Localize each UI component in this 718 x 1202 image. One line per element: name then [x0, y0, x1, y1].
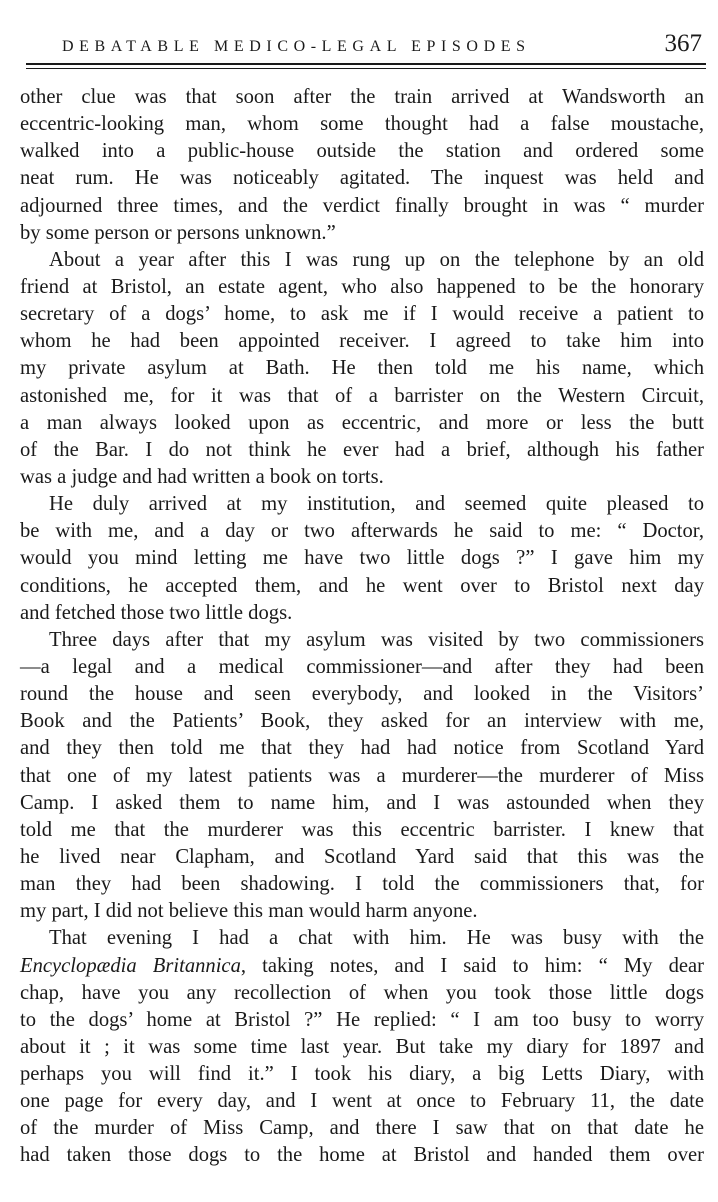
text-line: my part, I did not believe this man would harm anyone. [20, 900, 478, 923]
text-line: Book and the Patients’ Book, they asked for an interview with me, [20, 710, 704, 733]
text-line: of the Bar. I do not think he ever had a brief, although his father [20, 438, 704, 461]
running-head [26, 30, 708, 62]
text-line: chap, have you any recollection of when you took those little dogs [20, 981, 704, 1004]
text-line: whom he had been appointed receiver. I agreed to take him into [20, 330, 704, 353]
text-line: my private asylum at Bath. He then told me his name, which [20, 357, 704, 380]
text-line-rest: , taking notes, and I said to him: “ My dear [240, 954, 705, 977]
text-line: secretary of a dogs’ home, to ask me if I would receive a patient to [20, 303, 704, 326]
body-text [20, 84, 704, 1170]
paragraph-start-line: About a year after this I was rung up on the telephone by an old [49, 248, 704, 271]
paragraph-start-line: Three days after that my asylum was visited by two commissioners [49, 628, 704, 651]
text-line: about it ; it was some time last year. But take my diary for 1897 and [20, 1035, 704, 1058]
text-line: he lived near Clapham, and Scotland Yard said that this was the [20, 845, 704, 868]
text-line: to the dogs’ home at Bristol ?” He replied: “ I am too busy to worry [20, 1008, 704, 1031]
text-line: would you mind letting me have two little dogs ?” I gave him my [20, 547, 704, 570]
text-line: was a judge and had written a book on torts. [20, 465, 384, 488]
running-title: DEBATABLE MEDICO-LEGAL EPISODES [62, 38, 531, 55]
text-line: had taken those dogs to the home at Bristol and handed them over [20, 1144, 704, 1167]
text-line: that one of my latest patients was a murderer—the murderer of Miss [20, 764, 704, 787]
text-line: man they had been shadowing. I told the commissioners that, for [20, 873, 704, 896]
text-line: eccentric-looking man, whom some thought had a false moustache, [20, 113, 704, 136]
paragraph-start-line: He duly arrived at my institution, and seemed quite pleased to [49, 493, 704, 516]
text-line: and they then told me that they had had notice from Scotland Yard [20, 737, 704, 760]
text-line: by some person or persons unknown.” [20, 221, 336, 244]
text-line: told me that the murderer was this eccentric barrister. I knew that [20, 818, 704, 841]
page-number: 367 [664, 30, 702, 57]
text-line: round the house and seen everybody, and looked in the Visitors’ [20, 683, 704, 706]
paragraph-start-line: That evening I had a chat with him. He was busy with the [49, 927, 704, 950]
text-line: other clue was that soon after the train arrived at Wandsworth an [20, 86, 704, 108]
text-line: adjourned three times, and the verdict finally brought in was “ murder [20, 194, 704, 217]
text-line: one page for every day, and I went at once to February 11, the date [20, 1090, 704, 1113]
text-line: of the murder of Miss Camp, and there I saw that on that date he [20, 1117, 704, 1140]
header-rule-thin [26, 68, 706, 69]
text-line: a man always looked upon as eccentric, and more or less the butt [20, 411, 704, 434]
text-line: friend at Bristol, an estate agent, who also happened to be the honorary [20, 275, 704, 298]
text-line: conditions, he accepted them, and he went over to Bristol next day [20, 574, 704, 597]
text-line: walked into a public-house outside the station and ordered some [20, 140, 704, 163]
text-line: neat rum. He was noticeably agitated. The inquest was held and [20, 167, 704, 190]
text-line: perhaps you will find it.” I took his diary, a big Letts Diary, with [20, 1063, 704, 1086]
text-line-with-italic-title [20, 953, 704, 980]
text-line: astonished me, for it was that of a barrister on the Western Circuit, [20, 384, 704, 407]
text-line: be with me, and a day or two afterwards he said to me: “ Doctor, [20, 520, 704, 543]
italic-title: Encyclopædia Britannica [20, 954, 241, 977]
text-line: and fetched those two little dogs. [20, 601, 293, 624]
header-rule-thick [26, 63, 706, 65]
text-line: Camp. I asked them to name him, and I was astounded when they [20, 791, 704, 814]
text-line: —a legal and a medical commissioner—and after they had been [20, 655, 704, 678]
